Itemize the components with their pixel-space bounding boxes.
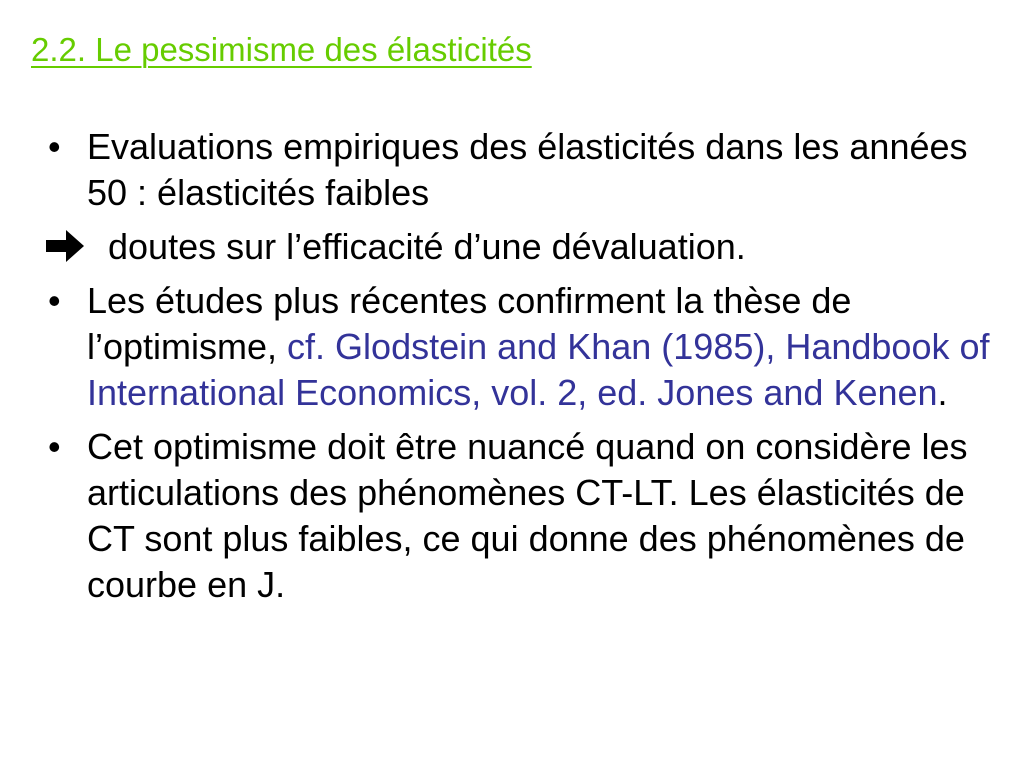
bullet-item	[40, 124, 990, 216]
bullet-item	[40, 424, 990, 608]
bullet-text-end: .	[937, 372, 948, 413]
bullet-list	[40, 124, 990, 616]
bullet-item	[40, 278, 990, 416]
slide-title: 2.2. Le pessimisme des élasticités	[31, 31, 532, 68]
arrow-right-icon	[44, 226, 86, 266]
conclusion-item	[40, 224, 990, 270]
bullet-text: Evaluations empiriques des élasticités dans les années 50 : élasticités faibles	[87, 126, 968, 213]
bullet-marker: •	[48, 280, 61, 321]
bullet-marker: •	[48, 426, 61, 467]
bibliographic-reference: cf. Glodstein and Khan (1985), Handbook of International Economics, vol. 2, ed. Jones and Kenen	[87, 326, 990, 413]
bullet-text: Cet optimisme doit être nuancé quand on considère les articulations des phénomènes CT-LT. Les élasticités de CT sont plus faibles, ce qui donne des phénomènes de courbe en J.	[87, 426, 968, 605]
bullet-marker: •	[48, 126, 61, 167]
bullet-text: Les études plus récentes confirment la thèse de l’optimisme,	[87, 280, 852, 367]
conclusion-text: doutes sur l’efficacité d’une dévaluation.	[108, 226, 746, 267]
